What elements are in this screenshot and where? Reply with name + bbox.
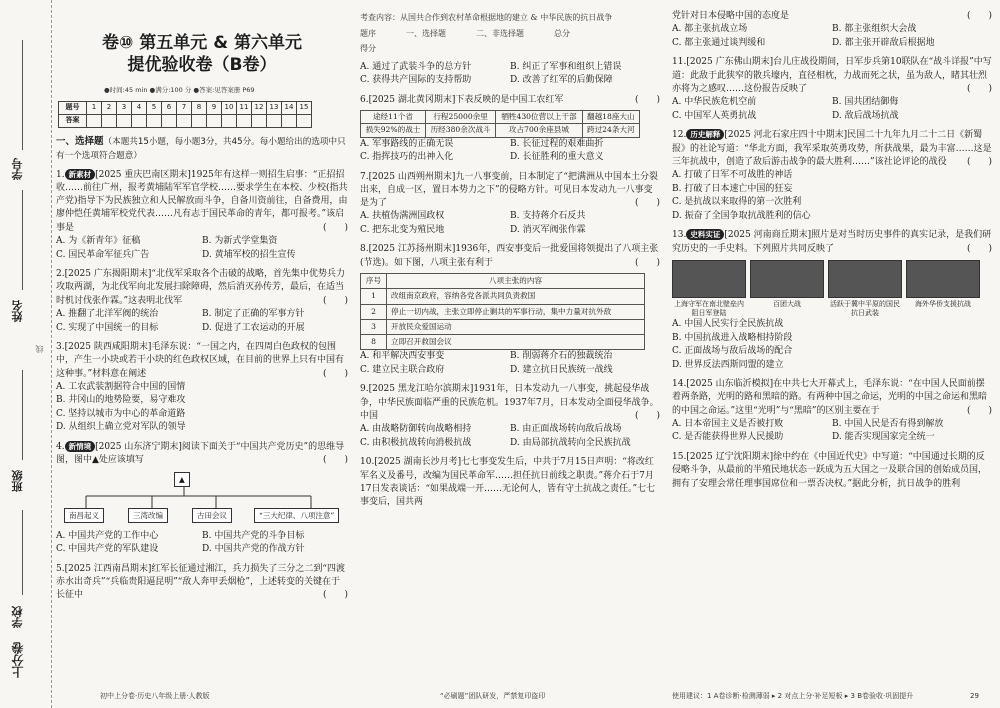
long-march-table: 途经11个省 行程25000余里 牺牲430位营以上干部 翻越18座大山 损失92%的战士 历经380余次战斗 攻占700余座县城 跨过24条大河	[360, 110, 640, 138]
question-2: 2.[2025 广东揭阳期末]“北伐军采取各个击破的战略，首先集中优势兵力攻取两湖，为北伐军向北发展扫除障碍，然后消灭孙传芳，最后，在适当时机讨伐张作霖。”这表明北伐军 ( ) A. 推翻了北洋军阀的统治 B. 制定了正确的军事方针 C. 实现了中国统一的目标 D. 促进了工农运动的开展	[56, 269, 348, 333]
answer-number-cell: 15	[297, 102, 312, 115]
class-line	[22, 370, 23, 460]
page-number: 29	[970, 692, 979, 701]
answer-number-cell: 6	[162, 102, 177, 115]
answer-number-cell: 11	[237, 102, 252, 115]
question-3: 3.[2025 陕西咸阳期末]毛泽东说：“一国之内，在四周白色政权的包围中，产生一小块或若干小块的红色政权区域，在目前的世界上只有中国有这种事。”材料意在阐述 ( ) A. 工农武装割据符合中国的国情 B. 井冈山的地势险要，易守难攻 C. 坚持以城市为中心的革命道路 D. 从组织上确立党对军队的领导	[56, 342, 348, 433]
school-label: 学校	[11, 606, 24, 628]
question-11: 11.[2025 广东佛山期末]台儿庄战役期间，日军步兵第10联队在“战斗详报”中写道：此敌于此狭窄的散兵壕内，直径相枕，力战而死之状，虽为敌人，睹其壮烈亦将为之感叹……这份报告反映了 ( ) A. 中华民族危机空前 B. 国共团结御侮 C. 中国军人英勇抗战 D. 敌后战场抗战	[672, 57, 992, 121]
cut-line-mark: 线	[35, 345, 44, 353]
answer-number-cell: 7	[177, 102, 192, 115]
new-material-tag: 新素材	[65, 169, 96, 180]
photo-4: 海外华侨支援抗战	[906, 260, 980, 318]
answer-blank-cell[interactable]	[222, 115, 237, 128]
student-info-strip	[0, 0, 52, 708]
question-10: 10.[2025 湖南长沙月考]七七事变发生后，中共于7月15日声明：“将改红军名义及番号，改编为国民革命军……担任抗日前线之职责。”蒋介石于7月17日发表谈话：“如果战端一开……无论何人，皆有守土抗战之责任。”七七事变后，国共两	[360, 457, 656, 508]
score-row: 得分	[360, 44, 376, 54]
history-interpretation-tag: 历史解释	[686, 129, 724, 140]
question-6: 6.[2025 湖北黄冈期末]下表反映的是中国工农红军 ( ) 途经11个省 行程25000余里 牺牲430位营以上干部 翻越18座大山 损失92%的战士 历经380余次战斗 攻占700余座县城 跨过24条大河 A. 军事路线的正确无误 B. 长征过程的艰难曲折 C. 指挥技巧的出神入化 D. 长征胜利的重大意义	[360, 94, 660, 163]
photo-1-image	[672, 260, 746, 298]
answer-number-cell: 4	[132, 102, 147, 115]
answer-number-cell: 12	[252, 102, 267, 115]
column-left	[56, 0, 348, 708]
answer-table-header: 题号	[59, 102, 87, 115]
photo-3: 活跃于冀中平原的国民抗日武装	[828, 260, 902, 318]
answer-blank-cell[interactable]	[147, 115, 162, 128]
question-4: 4. 新情境 [2025 山东济宁期末]阅读下面关于“中国共产党历史”的思维导图，图中▲处应该填写 ( ) ▲ 南昌起义 三湾改编 古田会议 “三大纪律、八项注意” A. 中国共产党的工作中心 B. 中国共产党的斗争目标 C. 中国共产党的军队建设 D. 中国共产党的作战方针	[56, 441, 348, 555]
answer-blank-cell[interactable]	[132, 115, 147, 128]
scope-note: 考查内容：从国共合作到农村革命根据地的建立 & 中华民族的抗日战争	[360, 13, 613, 22]
photo-1: 上海守军在南北壁垒内阻日军登陆	[672, 260, 746, 318]
class-label: 班级	[11, 470, 24, 492]
answer-blank-cell[interactable]	[87, 115, 102, 128]
school-line	[22, 510, 23, 595]
answer-blank-cell[interactable]	[192, 115, 207, 128]
question-14: 14.[2025 山东临沂模拟]在中共七大开幕式上，毛泽东说：“在中国人民面前摆着两条路，光明的路和黑暗的路。有两种中国之命运，光明的中国之命运和黑暗的中国之命运。”这里“光明”与“黑暗”的区别主要在于 ( ) A. 日本帝国主义是否被打败 B. 中国人民是否有得到解放 C. 是否能获得世界人民援助 D. 能否实现国家完全统一	[672, 379, 992, 443]
brand-label: 上分卷	[11, 642, 25, 678]
answer-number-cell: 10	[222, 102, 237, 115]
answer-blank-cell[interactable]	[177, 115, 192, 128]
question-8: 8.[2025 江苏扬州期末]1936年，西安事变后一批爱国将领提出了八项主张(节选)。如下图，八项主张有利于 ( ) 序号 八项主张的内容 1 改组南京政府，容纳各党各派共同负责救国 2 停止一切内战，主张立即停止剿共的军事行动，集中力量对抗外敌 3 开放民众爱国运动 8 立即召开救国会议 A. 和平解决西安事变 B. 削弱蒋介石的独裁统治 C. 建立民主联合政府 D. 建立抗日民族统一战线	[360, 244, 660, 375]
name-line	[22, 190, 23, 290]
question-7: 7.[2025 山西朔州期末]九一八事变前，日本制定了“把满洲从中国本土分裂出来，自成一区，置日本势力之下”的侵略方针。可见日本发动九一八事变是为了 ( ) A. 扶植伪满洲国政权 B. 支持蒋介石反共 C. 把东北变为殖民地 D. 消灭军阀张作霖	[360, 171, 660, 235]
name-label: 姓名	[11, 300, 24, 322]
mind-map-node-4: “三大纪律、八项注意”	[254, 508, 339, 523]
mind-map-root: ▲	[174, 472, 190, 487]
photo-3-image	[828, 260, 902, 298]
answer-number-cell: 1	[87, 102, 102, 115]
footer-usage: 使用建议：1 A卷诊断·检测薄弱 ▸ 2 对点上分·补足短板 ▸ 3 B卷验收·巩固提升	[672, 692, 914, 701]
answer-blank-cell[interactable]	[117, 115, 132, 128]
answer-blank-cell[interactable]	[267, 115, 282, 128]
photo-row	[672, 260, 992, 318]
answer-number-cell: 5	[147, 102, 162, 115]
question-5-options: A. 通过了武装斗争的总方针 B. 纠正了军事和组织上错误 C. 获得共产国际的支持帮助 D. 改善了红军的后勤保障	[360, 61, 622, 86]
mind-map-node-3: 古田会议	[192, 508, 232, 523]
question-1: 1. 新素材 [2025 重庆巴南区期末]1925年有这样一则招生启事：“正招招收……前往广州，报考黄埔陆军军官学校……要求学生在本校、少校(指共产党)指导下为民族独立和人民解放而斗争，自备川资前往，自备费用，由廖仲恺任黄埔军校党代表……凡有志于国民革命的青年，都可报考。”该启事是 ( ) A. 为《新青年》征稿 B. 为新式学堂集资 C. 国民革命军征兵广告 D. 黄埔军校的招生宣传	[56, 169, 348, 260]
answer-blank-cell[interactable]	[297, 115, 312, 128]
student-id-line	[22, 40, 23, 150]
question-15: 15.[2025 辽宁沈阳期末]徐中约在《中国近代史》中写道：“中国通过长期的反侵略斗争，从最前的半殖民地状态一跃成为五大国之一及联合国的创始成员国，拥有了安理会常任理事国席位和一票否决权。”据此分析，抗日战争的胜利	[672, 451, 988, 489]
answer-number-cell: 2	[102, 102, 117, 115]
column-middle	[360, 0, 660, 708]
answer-number-cell: 13	[267, 102, 282, 115]
new-situation-tag: 新情境	[65, 441, 96, 452]
question-5: 5.[2025 江西南昌期末]红军长征通过湘江，兵力损失了三分之二到“四渡赤水出奇兵”“兵临贵阳逼昆明”“敌人奔甲丢烟枪”，上述转变的关键在于长征中 ( )	[56, 563, 348, 601]
answer-number-cell: 3	[117, 102, 132, 115]
mind-map-node-1: 南昌起义	[64, 508, 104, 523]
paper-subtitle: 提优验收卷（B卷）	[127, 55, 277, 76]
eight-proposals-table: 序号 八项主张的内容 1 改组南京政府，容纳各党各派共同负责救国 2 停止一切内战，主张立即停止剿共的军事行动，集中力量对抗外敌 3 开放民众爱国运动 8 立即召开救国会议	[360, 273, 645, 350]
question-9: 9.[2025 黑龙江哈尔滨期末]1931年，日本发动九一八事变，挑起侵华战争，中华民族面临严重的民族危机。1937年7月，日本发动全面侵华战争。中国 ( ) A. 由战略防御转向战略相持 B. 由正面战场转向敌后战场 C. 由积极抗战转向消极抗战 D. 由局部抗战转向全民族抗战	[360, 384, 660, 448]
question-13: 13. 史料实证 [2025 河南商丘期末]照片是对当时历史事件的真实记录，是我们研究历史的一手史料。下列照片共同反映了 ( ) 上海守军在南北壁垒内阻日军登陆 百团大战 活跃于冀中平原的国民抗日武装 海外华侨支援抗战 A. 中国人民实行全民族抗战 B. 中国抗战进入战略相持阶段 C. 正面战场与敌后战场的配合 D. 世界反法西斯同盟的建立	[672, 230, 992, 370]
answer-number-cell: 8	[192, 102, 207, 115]
footer-left: 初中上分卷·历史八年级上册·人教版	[100, 692, 210, 701]
photo-2: 百团大战	[750, 260, 824, 318]
answer-table	[58, 101, 312, 128]
photo-4-image	[906, 260, 980, 298]
section-one-heading: 一、选择题（本题共15小题，每小题3分，共45分。每小题给出的选项中只有一个选项符合题意）	[56, 136, 346, 161]
student-id-label: 学号	[11, 158, 24, 180]
evidence-tag: 史料实证	[686, 229, 724, 240]
answer-number-cell: 9	[207, 102, 222, 115]
mind-map-node-2: 三湾改编	[128, 508, 168, 523]
footer-middle: “必刷题”团队研发，严禁复印盗印	[440, 692, 546, 701]
answer-blank-cell[interactable]	[162, 115, 177, 128]
question-10-continued: 党针对日本侵略中国的态度是 ( ) A. 都主张抗战立场 B. 都主张组织大会战 C. 都主张通过谈判缓和 D. 都主张开辟敌后根据地	[672, 11, 992, 48]
column-right	[672, 0, 992, 708]
answer-table-label: 答案	[59, 115, 87, 128]
answer-blank-cell[interactable]	[207, 115, 222, 128]
score-table: 题序 一、选择题 二、非选择题 总分	[360, 29, 570, 38]
photo-2-image	[750, 260, 824, 298]
paper-title: 卷⑩ 第五单元 & 第六单元	[102, 33, 302, 53]
paper-meta: ●时间:45 min ●满分:100 分 ●答案:见答案册 P69	[104, 86, 255, 95]
answer-number-cell: 14	[282, 102, 297, 115]
mind-map	[56, 472, 348, 530]
question-12: 12. 历史解释 [2025 河北石家庄四十中期末]民国二十九年九月二十二日《新蜀报》的社论写道：“华北方面，我军采取英勇攻势，所获战果，最为丰富……这是三年抗战中，创造了敌后游击战争的最大胜利……”该社论评论的战役 ( ) A. 打破了日军不可战胜的神话 B. 打破了日本速亡中国的狂妄 C. 是抗战以来取得的第一次胜利 D. 振奋了全国争取抗战胜利的信心	[672, 130, 992, 221]
answer-blank-cell[interactable]	[252, 115, 267, 128]
answer-blank-cell[interactable]	[237, 115, 252, 128]
answer-blank-cell[interactable]	[282, 115, 297, 128]
answer-blank-cell[interactable]	[102, 115, 117, 128]
